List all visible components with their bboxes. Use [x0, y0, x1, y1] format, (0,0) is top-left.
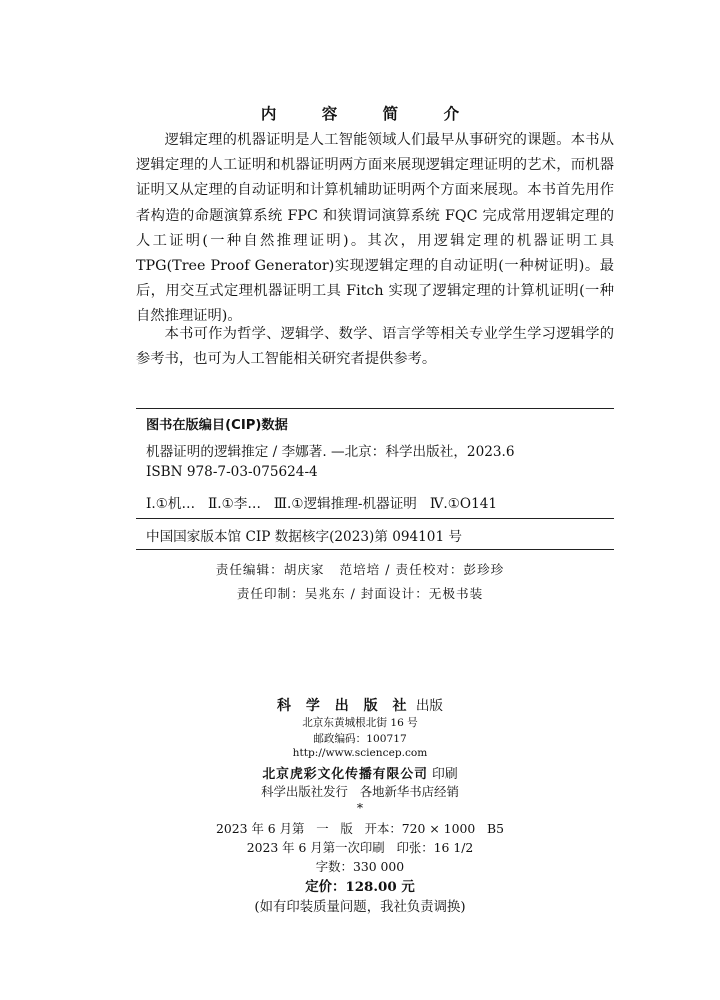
publisher-line [0, 694, 720, 715]
publisher-postcode: 邮政编码：100717 [313, 733, 407, 745]
publisher-address: 北京东黄城根北街 16 号 [302, 717, 418, 729]
separator-star: * [356, 800, 364, 815]
printer-name: 北京虎彩文化传播有限公司 [262, 767, 428, 782]
publisher-suffix: 出版 [415, 698, 443, 714]
price-label: 定价： [305, 879, 346, 895]
cip-classification: Ⅰ.①机… Ⅱ.①李… Ⅲ.①逻辑推理-机器证明 Ⅳ.①O141 [146, 496, 498, 512]
distribution-line: 科学出版社发行 各地新华书店经销 [261, 784, 459, 799]
edition-line: 2023 年 6 月第 一 版 开本：720 × 1000 B5 [215, 821, 505, 836]
quality-notice: (如有印装质量问题，我社负责调换) [254, 900, 466, 915]
printing-line: 2023 年 6 月第一次印刷 印张：16 1/2 [246, 840, 474, 855]
cip-middle-rule [136, 518, 614, 519]
price-value: 128.00 元 [345, 879, 415, 895]
cip-bottom-rule [136, 549, 614, 550]
cip-isbn: ISBN 978-7-03-075624-4 [146, 464, 318, 480]
printer-suffix: 印刷 [432, 767, 458, 782]
cip-heading: 图书在版编目(CIP)数据 [146, 418, 288, 433]
price-line [0, 876, 720, 895]
cip-record-number: 中国国家版本馆 CIP 数据核字(2023)第 094101 号 [146, 529, 463, 545]
staff-editors: 责任编辑：胡庆家 范培培 / 责任校对：彭珍珍 [215, 562, 505, 577]
summary-paragraph-2: 本书可作为哲学、逻辑学、数学、语言学等相关专业学生学习逻辑学的参考书，也可为人工智能相关研究者提供参考。 [136, 326, 614, 368]
staff-production: 责任印制：吴兆东 / 封面设计：无极书装 [236, 586, 484, 601]
summary-paragraph-1: 逻辑定理的机器证明是人工智能领域人们最早从事研究的课题。本书从逻辑定理的人工证明和机器证明两方面来展现逻辑定理证明的艺术，而机器证明又从定理的自动证明和计算机辅助证明两个方面来展现。本书首先用作者构造的命题演算系统 FPC 和狭谓词演算系统 FQC 完成常用逻辑定理的人工证明(一种自然推理证明)。其次，用逻辑定理的机器证明工具 TPG(Tree Proof Generator)实现逻辑定理的自动证明(一种树证明)。最后，用交互式定理机器证明工具 Fitch 实现了逻辑定理的计算机证明(一种自然推理证明)。 [136, 132, 614, 325]
summary-title: 内 容 简 介 [260, 104, 480, 123]
publisher-website: http://www.sciencep.com [292, 747, 428, 759]
cip-bibliographic: 机器证明的逻辑推定 / 李娜著. —北京：科学出版社，2023.6 [146, 444, 515, 460]
publisher-name: 科 学 出 版 社 [276, 698, 412, 714]
printer-line [0, 763, 720, 782]
cip-top-rule [136, 408, 614, 409]
word-count: 字数：330 000 [315, 859, 405, 874]
